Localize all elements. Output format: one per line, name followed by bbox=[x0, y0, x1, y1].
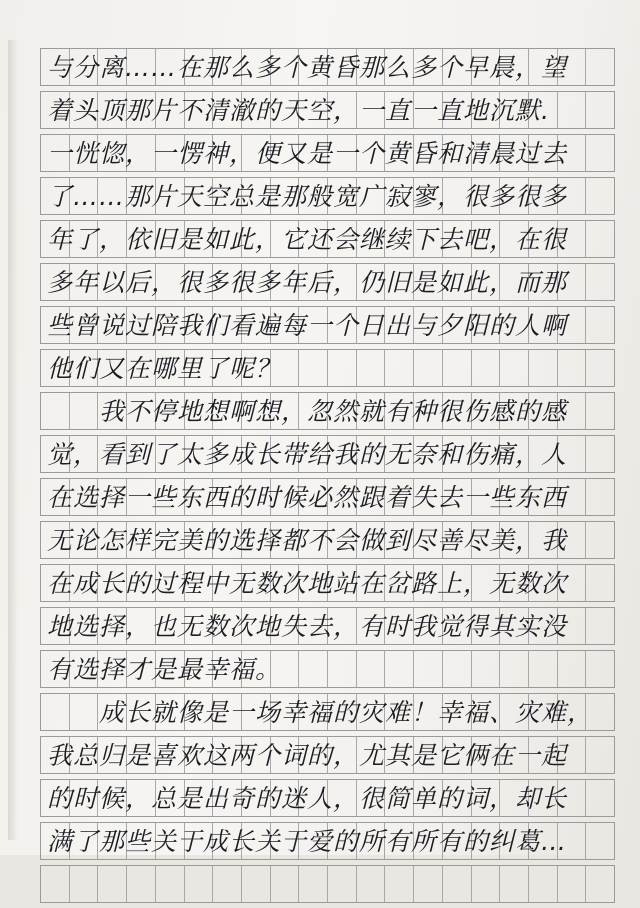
handwritten-line: 在成长的过程中无数次地站在岔路上，无数次 bbox=[47, 569, 568, 598]
grid-row bbox=[40, 392, 615, 430]
grid-row bbox=[40, 564, 615, 602]
grid-row bbox=[40, 349, 615, 387]
grid-cell bbox=[299, 866, 328, 902]
grid-cell bbox=[98, 866, 127, 902]
handwritten-line: 成长就像是一场幸福的灾难！幸福、灾难， bbox=[47, 698, 594, 727]
grid-cell bbox=[213, 866, 242, 902]
grid-cell bbox=[500, 866, 529, 902]
grid-row bbox=[40, 779, 615, 817]
grid-cell bbox=[156, 866, 185, 902]
grid-row bbox=[40, 220, 615, 258]
grid-row bbox=[40, 521, 615, 559]
grid-cell bbox=[271, 866, 300, 902]
handwritten-line: 一恍惚，一愣神，便又是一个黄昏和清晨过去 bbox=[47, 139, 568, 168]
grid-cell bbox=[41, 866, 70, 902]
grid-row bbox=[40, 865, 615, 903]
grid-row bbox=[40, 478, 615, 516]
grid-row bbox=[40, 650, 615, 688]
writing-grid bbox=[40, 48, 615, 908]
handwritten-line: 有选择才是最幸福。 bbox=[47, 655, 282, 684]
handwritten-line: 在选择一些东西的时候必然跟着失去一些东西 bbox=[47, 483, 568, 512]
handwritten-line: 的时候，总是出奇的迷人，很简单的词，却长 bbox=[47, 784, 568, 813]
grid-cell bbox=[385, 866, 414, 902]
grid-cell bbox=[357, 866, 386, 902]
handwritten-line: 地选择，也无数次地失去，有时我觉得其实没 bbox=[47, 612, 568, 641]
grid-cell bbox=[185, 866, 214, 902]
grid-row bbox=[40, 822, 615, 860]
grid-row bbox=[40, 91, 615, 129]
handwritten-line: 多年以后，很多很多年后，仍旧是如此，而那 bbox=[47, 268, 568, 297]
handwritten-line: 无论怎样完美的选择都不会做到尽善尽美，我 bbox=[47, 526, 568, 555]
handwritten-line: 年了，依旧是如此，它还会继续下去吧，在很 bbox=[47, 225, 568, 254]
grid-cell bbox=[70, 866, 99, 902]
handwritten-line: 了……那片天空总是那般宽广寂寥，很多很多 bbox=[47, 182, 568, 211]
paper-edge-shadow bbox=[8, 40, 18, 840]
grid-row bbox=[40, 693, 615, 731]
grid-row bbox=[40, 48, 615, 86]
grid-cell bbox=[443, 866, 472, 902]
handwritten-line: 满了那些关于成长关于爱的所有所有的纠葛… bbox=[47, 827, 568, 856]
grid-row bbox=[40, 263, 615, 301]
grid-row bbox=[40, 306, 615, 344]
grid-row bbox=[40, 736, 615, 774]
grid-cell bbox=[414, 866, 443, 902]
handwritten-line: 与分离……在那么多个黄昏那么多个早晨，望 bbox=[47, 53, 568, 82]
handwritten-line: 觉，看到了太多成长带给我的无奈和伤痛，人 bbox=[47, 440, 568, 469]
grid-cell bbox=[328, 866, 357, 902]
grid-cell bbox=[472, 866, 501, 902]
grid-cell bbox=[586, 866, 614, 902]
handwritten-line: 些曾说过陪我们看遍每一个日出与夕阳的人啊 bbox=[47, 311, 568, 340]
grid-row bbox=[40, 607, 615, 645]
grid-row bbox=[40, 177, 615, 215]
grid-cell bbox=[529, 866, 558, 902]
handwritten-line: 我总归是喜欢这两个词的，尤其是它俩在一起 bbox=[47, 741, 568, 770]
handwritten-line: 我不停地想啊想，忽然就有种很伤感的感 bbox=[47, 397, 568, 426]
handwritten-line: 着头顶那片不清澈的天空，一直一直地沉默. bbox=[47, 96, 550, 125]
grid-cell bbox=[242, 866, 271, 902]
grid-cell bbox=[558, 866, 587, 902]
grid-cell bbox=[127, 866, 156, 902]
handwritten-line: 他们又在哪里了呢？ bbox=[47, 354, 282, 383]
grid-row bbox=[40, 134, 615, 172]
grid-row bbox=[40, 435, 615, 473]
